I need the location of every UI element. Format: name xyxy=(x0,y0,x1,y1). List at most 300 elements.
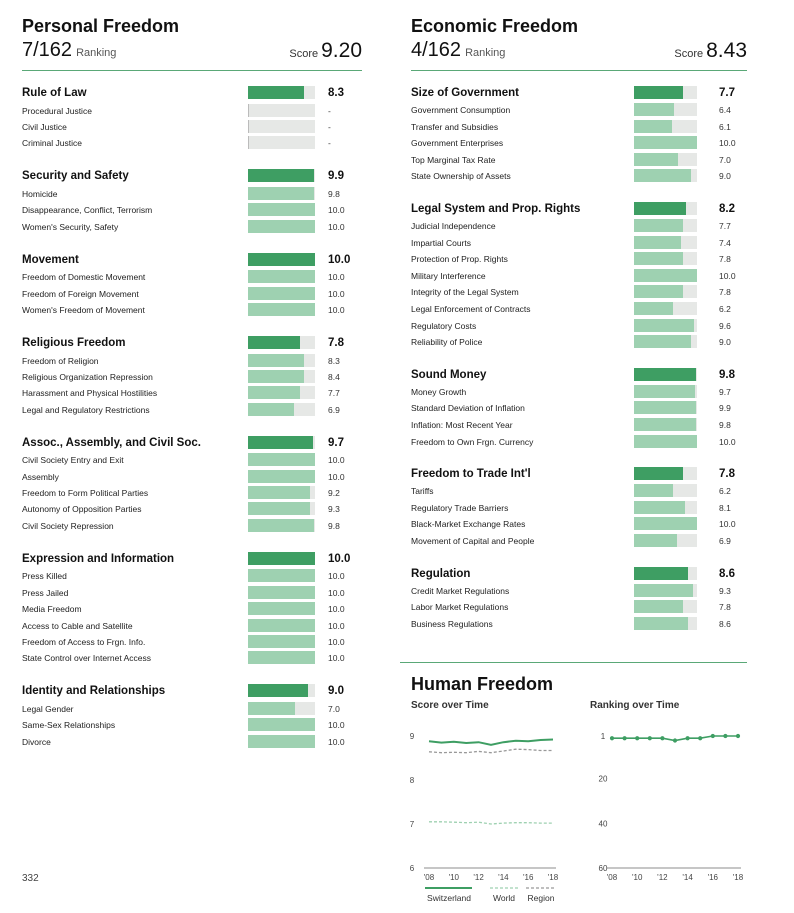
score-bar xyxy=(634,385,697,398)
indicator-row xyxy=(411,418,747,432)
score-value: 7.8 xyxy=(719,602,731,613)
score-bar-fill xyxy=(248,552,315,565)
score-bar xyxy=(248,287,315,300)
score-value: 10.0 xyxy=(328,587,345,598)
score-bar-fill xyxy=(248,354,304,367)
category-row xyxy=(411,86,747,100)
score-bar xyxy=(634,335,697,348)
score-x-tick-label: '12 xyxy=(473,873,484,882)
category-row xyxy=(22,436,362,450)
indicator-row xyxy=(22,470,362,484)
indicator-name: Integrity of the Legal System xyxy=(411,287,519,298)
score-value: 8.6 xyxy=(719,567,735,580)
score-bar-fill xyxy=(248,287,315,300)
score-bar xyxy=(248,486,315,499)
score-value: 7.0 xyxy=(328,703,340,714)
score-bar-fill xyxy=(248,86,304,99)
score-value: 9.6 xyxy=(719,320,731,331)
indicator-name: Government Enterprises xyxy=(411,138,504,149)
category-row xyxy=(411,567,747,581)
score-value: 8.3 xyxy=(328,87,344,99)
category-name: Rule of Law xyxy=(22,87,87,99)
indicator-name: Tariffs xyxy=(411,486,434,497)
score-value: 10.0 xyxy=(328,253,351,266)
score-bar-fill xyxy=(248,453,315,466)
score-bar xyxy=(248,684,315,697)
personal-score xyxy=(289,39,362,63)
score-bar xyxy=(248,187,315,200)
indicator-row xyxy=(411,584,747,598)
indicator-name: Religious Organization Repression xyxy=(22,371,153,382)
indicator-name: Harassment and Physical Hostilities xyxy=(22,388,158,399)
score-bar xyxy=(248,403,315,416)
indicator-name: Same-Sex Relationships xyxy=(22,720,116,731)
category-name: Security and Safety xyxy=(22,170,129,183)
indicator-name: Press Jailed xyxy=(22,587,69,598)
indicator-row xyxy=(411,120,747,134)
indicator-name: Legal and Regulatory Restrictions xyxy=(22,404,150,415)
indicator-row xyxy=(411,617,747,631)
score-value: 10.0 xyxy=(719,436,736,447)
score-bar xyxy=(248,270,315,283)
score-bar-fill xyxy=(248,104,249,117)
score-value: 8.1 xyxy=(719,502,731,513)
score-bar-fill xyxy=(634,534,677,547)
score-value: 7.8 xyxy=(328,336,344,349)
score-bar xyxy=(248,253,315,266)
score-value: 10.0 xyxy=(328,720,345,731)
indicator-name: Civil Justice xyxy=(22,122,67,132)
score-bar-fill xyxy=(248,253,315,266)
indicator-name: Women's Freedom of Movement xyxy=(22,305,145,315)
rank-point xyxy=(610,736,614,740)
indicator-name: Labor Market Regulations xyxy=(411,602,509,613)
indicator-name: Criminal Justice xyxy=(22,138,82,149)
indicator-row xyxy=(22,220,362,234)
score-value: 8.2 xyxy=(719,203,735,215)
indicator-row xyxy=(411,534,747,548)
score-value: 10.0 xyxy=(719,519,736,530)
score-bar xyxy=(634,236,697,249)
score-value: 9.3 xyxy=(328,504,340,515)
score-bar xyxy=(634,136,697,149)
indicator-row xyxy=(22,519,362,533)
score-bar xyxy=(634,319,697,332)
score-axis-tick-label: 7 xyxy=(409,820,415,829)
score-bar-fill xyxy=(634,418,696,431)
score-x-tick-label: '14 xyxy=(498,873,509,882)
score-bar-fill xyxy=(634,385,695,398)
rank-point xyxy=(698,736,702,740)
score-x-tick-label: '16 xyxy=(522,873,534,882)
indicator-name: Regulatory Costs xyxy=(411,320,477,331)
score-bar-fill xyxy=(634,252,683,265)
score-chart-title: Score over Time xyxy=(411,700,489,711)
score-bar xyxy=(634,219,697,232)
score-value: 6.9 xyxy=(719,536,731,546)
score-bar-fill xyxy=(634,517,697,530)
personal-divider xyxy=(22,70,362,71)
score-bar xyxy=(634,285,697,298)
human-freedom-divider xyxy=(400,662,747,663)
score-bar xyxy=(248,735,315,748)
score-bar-fill xyxy=(248,120,249,133)
personal-score-value: 9.20 xyxy=(321,39,362,62)
category-name: Movement xyxy=(22,253,79,266)
score-bar xyxy=(634,584,697,597)
economic-ranking-value: 4/162 xyxy=(411,39,462,61)
score-bar-fill xyxy=(634,368,696,381)
score-value: 7.8 xyxy=(719,254,731,265)
score-bar xyxy=(634,567,697,580)
score-value: 6.2 xyxy=(719,304,731,314)
score-bar xyxy=(634,120,697,133)
score-bar xyxy=(248,453,315,466)
economic-divider xyxy=(411,70,747,71)
indicator-row xyxy=(411,219,747,233)
score-bar xyxy=(248,370,315,383)
indicator-row xyxy=(411,600,747,614)
score-bar xyxy=(634,401,697,414)
indicator-row xyxy=(22,187,362,201)
score-bar xyxy=(248,386,315,399)
rank-point xyxy=(723,734,727,738)
indicator-name: State Ownership of Assets xyxy=(411,171,511,182)
score-bar-fill xyxy=(634,617,688,630)
score-bar xyxy=(634,467,697,480)
category-name: Assoc., Assembly, and Civil Soc. xyxy=(22,436,201,449)
score-bar xyxy=(634,517,697,530)
score-value: 7.7 xyxy=(719,87,735,99)
score-bar xyxy=(248,502,315,515)
indicator-row xyxy=(22,120,362,134)
indicator-row xyxy=(411,335,747,349)
personal-freedom-title: Personal Freedom xyxy=(22,16,180,36)
indicator-row xyxy=(411,385,747,399)
score-bar xyxy=(248,552,315,565)
indicator-row xyxy=(22,486,362,500)
economic-score-value: 8.43 xyxy=(706,39,747,62)
indicator-row xyxy=(411,236,747,250)
indicator-row xyxy=(411,269,747,283)
score-bar-fill xyxy=(634,153,678,166)
score-bar xyxy=(248,354,315,367)
indicator-row xyxy=(22,718,362,732)
score-bar xyxy=(634,617,697,630)
score-bar-fill xyxy=(248,187,314,200)
score-bar-fill xyxy=(248,436,313,449)
score-x-tick-label: '08 xyxy=(423,873,435,882)
category-name: Sound Money xyxy=(411,368,487,381)
category-row xyxy=(22,684,362,698)
human-freedom-title: Human Freedom xyxy=(411,674,554,694)
score-bar xyxy=(248,586,315,599)
score-value: 8.6 xyxy=(719,618,731,629)
score-bar-fill xyxy=(248,403,294,416)
score-value: 7.4 xyxy=(719,237,731,248)
indicator-row xyxy=(22,370,362,384)
score-bar-fill xyxy=(248,203,315,216)
score-value: 10.0 xyxy=(328,736,345,747)
score-value: 10.0 xyxy=(328,620,345,631)
indicator-name: Government Consumption xyxy=(411,105,511,115)
score-bar-fill xyxy=(248,602,315,615)
score-value: - xyxy=(328,105,331,116)
score-bar-fill xyxy=(634,484,673,497)
score-bar-fill xyxy=(248,718,315,731)
score-bar-fill xyxy=(248,169,314,182)
indicator-row xyxy=(22,651,362,665)
category-row xyxy=(22,253,362,267)
indicator-row xyxy=(411,319,747,333)
category-row xyxy=(22,86,362,100)
legend-world-label: World xyxy=(492,893,516,903)
rank-point xyxy=(660,736,664,740)
indicator-row xyxy=(22,453,362,467)
score-value: 10.0 xyxy=(719,138,736,149)
score-value: 10.0 xyxy=(328,205,345,216)
rank-x-tick-label: '16 xyxy=(707,873,719,882)
score-bar xyxy=(634,484,697,497)
rank-axis-tick-label: 20 xyxy=(598,774,608,784)
score-bar xyxy=(248,220,315,233)
score-bar-fill xyxy=(248,684,308,697)
indicator-row xyxy=(22,635,362,649)
score-bar-fill xyxy=(248,386,300,399)
score-bar xyxy=(248,104,315,117)
indicator-name: Disappearance, Conflict, Terrorism xyxy=(22,205,153,216)
score-value: 10.0 xyxy=(328,272,345,283)
score-bar-fill xyxy=(634,219,683,232)
score-bar-fill xyxy=(248,470,315,483)
score-bar-fill xyxy=(634,600,683,613)
score-bar-fill xyxy=(248,220,315,233)
rank-x-tick-label: '08 xyxy=(606,873,618,882)
rank-point xyxy=(673,738,677,742)
score-value: 10.0 xyxy=(328,455,345,466)
score-bar-fill xyxy=(634,567,688,580)
score-bar xyxy=(248,136,315,149)
rank-axis-tick-label: 1 xyxy=(600,732,606,741)
score-bar-fill xyxy=(634,584,693,597)
score-value: 9.7 xyxy=(719,386,731,397)
score-bar xyxy=(634,302,697,315)
indicator-name: Transfer and Subsidies xyxy=(411,121,499,132)
score-bar-fill xyxy=(634,302,673,315)
score-bar xyxy=(248,169,315,182)
indicator-row xyxy=(411,252,747,266)
indicator-row xyxy=(411,103,747,117)
score-value: 6.1 xyxy=(719,121,731,132)
score-bar xyxy=(634,600,697,613)
indicator-name: Autonomy of Opposition Parties xyxy=(22,504,142,515)
score-bar xyxy=(248,569,315,582)
score-x-tick-label: '10 xyxy=(448,873,460,882)
indicator-name: Freedom of Foreign Movement xyxy=(22,288,139,299)
score-value: 10.0 xyxy=(328,305,345,315)
score-value: 10.0 xyxy=(328,653,345,664)
score-bar xyxy=(634,252,697,265)
category-name: Regulation xyxy=(411,567,471,580)
score-bar-fill xyxy=(248,336,300,349)
indicator-row xyxy=(22,203,362,217)
category-row xyxy=(22,336,362,350)
score-bar xyxy=(634,103,697,116)
score-bar-fill xyxy=(248,569,315,582)
indicator-row xyxy=(22,602,362,616)
indicator-row xyxy=(22,619,362,633)
score-bar xyxy=(248,203,315,216)
score-x-tick-label: '18 xyxy=(547,873,559,882)
score-bar-fill xyxy=(248,635,315,648)
indicator-name: Divorce xyxy=(22,736,51,747)
score-value: 10.0 xyxy=(328,636,345,647)
rank-point xyxy=(711,734,715,738)
indicator-name: Credit Market Regulations xyxy=(411,585,510,596)
score-bar-fill xyxy=(248,651,315,664)
score-line-world xyxy=(429,822,553,824)
score-value: 7.7 xyxy=(719,221,731,231)
indicator-name: Protection of Prop. Rights xyxy=(411,254,508,265)
personal-ranking xyxy=(22,39,116,62)
indicator-row xyxy=(411,285,747,299)
rank-axis-tick-label: 40 xyxy=(598,819,608,829)
indicator-name: Legal Gender xyxy=(22,703,74,714)
score-bar xyxy=(634,169,697,182)
score-bar-fill xyxy=(634,86,683,99)
indicator-name: Business Regulations xyxy=(411,618,493,629)
indicator-row xyxy=(411,484,747,498)
indicator-name: Standard Deviation of Inflation xyxy=(411,403,525,414)
score-value: 9.8 xyxy=(719,368,735,381)
score-bar-fill xyxy=(248,586,315,599)
indicator-name: Procedural Justice xyxy=(22,105,92,116)
indicator-name: Homicide xyxy=(22,188,58,199)
rank-point xyxy=(648,736,652,740)
indicator-name: Reliability of Police xyxy=(411,337,483,348)
score-bar-fill xyxy=(634,435,697,448)
score-line-region xyxy=(429,749,553,753)
indicator-row xyxy=(411,401,747,415)
rank-x-tick-label: '18 xyxy=(732,873,744,882)
category-name: Expression and Information xyxy=(22,552,175,565)
indicator-name: Assembly xyxy=(22,471,59,482)
indicator-name: Black-Market Exchange Rates xyxy=(411,519,526,530)
score-value: 10.0 xyxy=(328,552,351,565)
score-value: 8.3 xyxy=(328,355,340,366)
score-bar xyxy=(634,501,697,514)
score-bar-fill xyxy=(248,370,304,383)
score-bar xyxy=(634,368,697,381)
score-value: 9.2 xyxy=(328,488,340,498)
score-value: 9.8 xyxy=(328,188,340,199)
category-name: Legal System and Prop. Rights xyxy=(411,203,581,215)
score-value: 7.8 xyxy=(719,287,731,298)
score-value: 9.0 xyxy=(719,171,731,182)
score-bar-fill xyxy=(248,303,315,316)
score-value: 9.0 xyxy=(328,685,344,698)
category-name: Religious Freedom xyxy=(22,336,126,349)
score-bar-fill xyxy=(634,401,696,414)
score-value: 9.7 xyxy=(328,436,344,449)
score-bar xyxy=(248,619,315,632)
indicator-row xyxy=(22,287,362,301)
score-value: 9.0 xyxy=(719,337,731,348)
indicator-row xyxy=(411,136,747,150)
score-bar xyxy=(634,534,697,547)
indicator-row xyxy=(411,302,747,316)
indicator-name: Freedom to Own Frgn. Currency xyxy=(411,436,534,447)
score-bar xyxy=(634,202,697,215)
score-bar-fill xyxy=(248,270,315,283)
score-value: 9.8 xyxy=(328,520,340,531)
category-name: Freedom to Trade Int'l xyxy=(411,468,531,481)
indicator-row xyxy=(411,169,747,183)
score-bar-fill xyxy=(634,169,691,182)
indicator-name: State Control over Internet Access xyxy=(22,653,151,664)
personal-ranking-value: 7/162 xyxy=(22,39,73,61)
rank-point xyxy=(623,736,627,740)
rank-chart-title: Ranking over Time xyxy=(590,700,680,711)
score-bar xyxy=(634,153,697,166)
economic-score-label: Score xyxy=(674,48,704,60)
indicator-name: Freedom of Religion xyxy=(22,355,99,366)
score-bar xyxy=(248,470,315,483)
indicator-name: Military Interference xyxy=(411,270,486,281)
score-bar-fill xyxy=(248,702,295,715)
score-value: 9.8 xyxy=(719,420,731,430)
category-row xyxy=(22,169,362,183)
indicator-name: Inflation: Most Recent Year xyxy=(411,420,513,430)
indicator-name: Press Killed xyxy=(22,571,67,582)
score-bar-fill xyxy=(634,467,683,480)
indicator-name: Impartial Courts xyxy=(411,237,471,248)
legend-region-label: Region xyxy=(527,893,555,903)
score-bar xyxy=(634,86,697,99)
human-freedom-charts xyxy=(400,720,760,910)
score-bar-fill xyxy=(634,501,685,514)
indicator-row xyxy=(22,403,362,417)
personal-ranking-label: Ranking xyxy=(76,47,117,59)
indicator-name: Movement of Capital and People xyxy=(411,536,535,546)
indicator-row xyxy=(22,386,362,400)
page-number: 332 xyxy=(22,873,39,884)
indicator-name: Civil Society Entry and Exit xyxy=(22,455,124,466)
score-value: 7.7 xyxy=(328,388,340,399)
score-bar-fill xyxy=(248,486,310,499)
score-axis-tick-label: 9 xyxy=(409,732,415,741)
personal-score-label: Score xyxy=(289,48,319,60)
score-value: - xyxy=(328,122,331,132)
rank-x-tick-label: '12 xyxy=(657,873,668,882)
rank-point xyxy=(635,736,639,740)
category-row xyxy=(22,552,362,566)
score-bar-fill xyxy=(634,319,694,332)
rank-x-tick-label: '14 xyxy=(682,873,693,882)
indicator-name: Civil Society Repression xyxy=(22,520,114,531)
score-bar xyxy=(248,86,315,99)
score-value: 10.0 xyxy=(328,571,345,582)
score-bar xyxy=(248,602,315,615)
category-name: Identity and Relationships xyxy=(22,685,166,698)
score-bar xyxy=(634,435,697,448)
score-bar xyxy=(248,519,315,532)
score-bar-fill xyxy=(248,136,249,149)
economic-score xyxy=(674,39,747,63)
indicator-row xyxy=(22,270,362,284)
score-bar-fill xyxy=(634,120,672,133)
category-row xyxy=(411,202,747,216)
